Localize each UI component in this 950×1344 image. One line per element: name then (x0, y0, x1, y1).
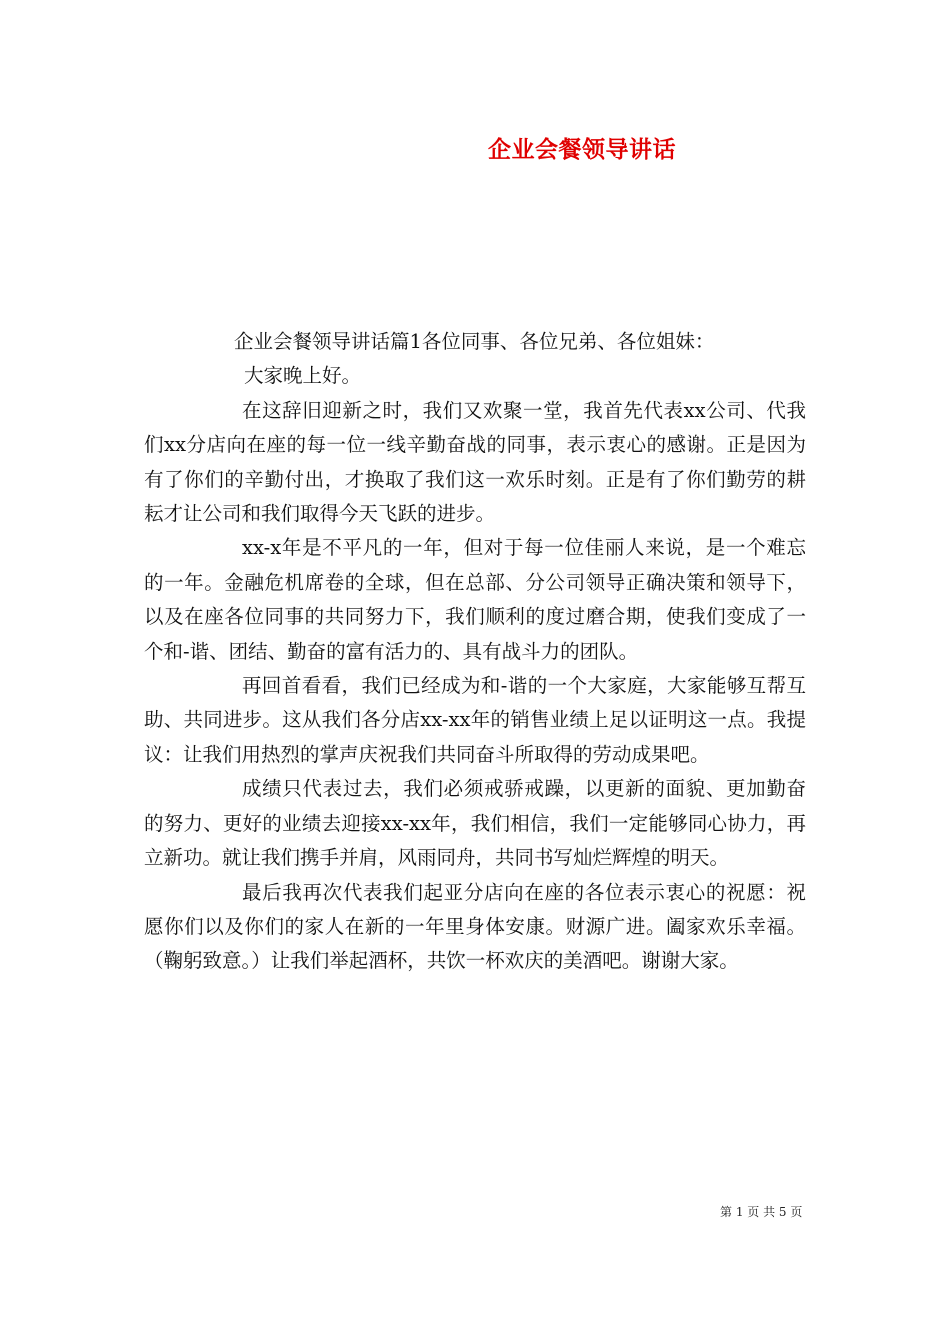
page-number-footer: 第 1 页 共 5 页 (720, 1205, 803, 1219)
body-paragraph: 成绩只代表过去，我们必须戒骄戒躁，以更新的面貌、更加勤奋的努力、更好的业绩去迎接xx-xx年，我们相信，我们一定能够同心协力，再立新功。就让我们携手并肩，风雨同舟，共同书写灿烂辉煌的明天。 (144, 777, 806, 870)
document-body (144, 325, 806, 979)
body-paragraph: 在这辞旧迎新之时，我们又欢聚一堂，我首先代表xx公司、代我们xx分店向在座的每一位一线辛勤奋战的同事，表示衷心的感谢。正是因为有了你们的辛勤付出，才换取了我们这一欢乐时刻。正是有了你们勤劳的耕耘才让公司和我们取得今天飞跃的进步。 (144, 398, 806, 526)
body-paragraph-opening: 企业会餐领导讲话篇1各位同事、各位兄弟、各位姐妹： (234, 330, 715, 353)
body-paragraph-greeting: 大家晚上好。 (244, 364, 362, 388)
body-paragraph: 再回首看看，我们已经成为和-谐的一个大家庭，大家能够互帮互助、共同进步。这从我们各分店xx-xx年的销售业绩上足以证明这一点。我提议：让我们用热烈的掌声庆祝我们共同奋斗所取得的劳动成果吧。 (144, 674, 806, 766)
document-title: 企业会餐领导讲话 (488, 136, 676, 163)
body-paragraph: 最后我再次代表我们起亚分店向在座的各位表示衷心的祝愿：祝愿你们以及你们的家人在新的一年里身体安康。财源广进。阖家欢乐幸福。（鞠躬致意。）让我们举起酒杯，共饮一杯欢庆的美酒吧。谢谢大家。 (144, 880, 806, 973)
body-paragraph: xx-x年是不平凡的一年，但对于每一位佳丽人来说，是一个难忘的一年。金融危机席卷的全球，但在总部、分公司领导正确决策和领导下，以及在座各位同事的共同努力下，我们顺利的度过磨合期，使我们变成了一个和-谐、团结、勤奋的富有活力的、具有战斗力的团队。 (144, 536, 806, 663)
